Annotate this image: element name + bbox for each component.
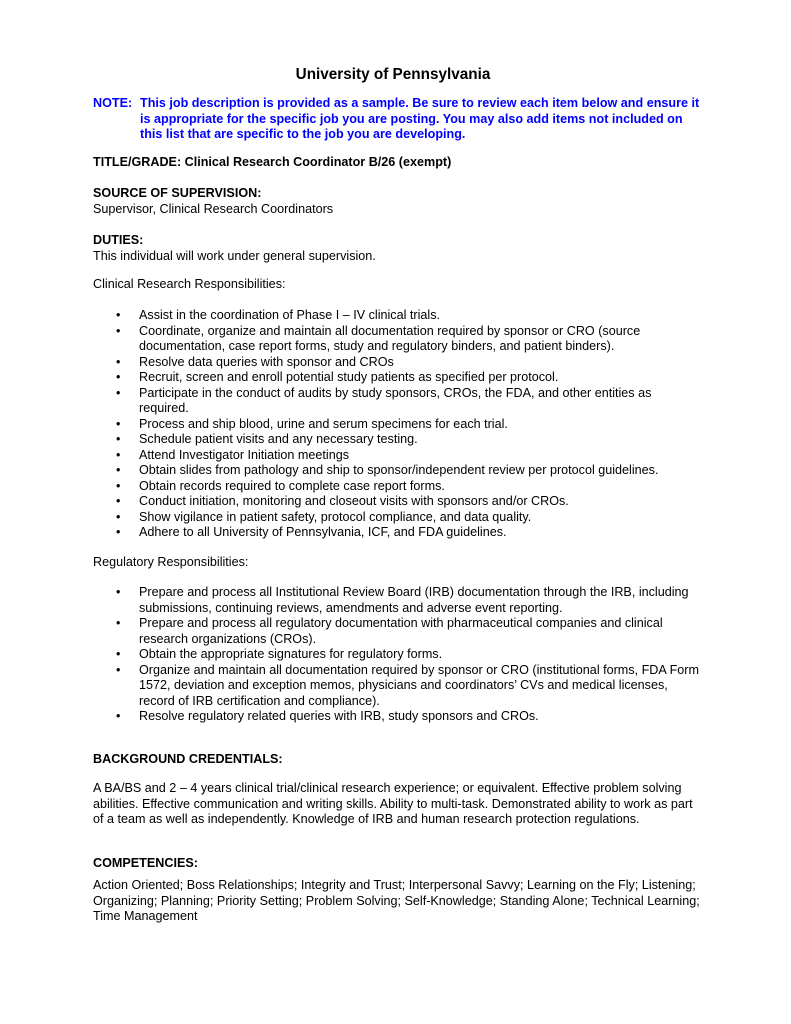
- list-item: • Organize and maintain all documentation required by sponsor or CRO (institutional forms, FDA Form 1572, deviation and exception memos, physicians and coordinators’ CVs and medical licenses, record of IRB certification and compliance).: [93, 663, 703, 710]
- list-item: • Recruit, screen and enroll potential study patients as specified per protocol.: [93, 370, 703, 386]
- list-item: • Process and ship blood, urine and serum specimens for each trial.: [93, 417, 703, 433]
- supervision-section: [93, 186, 703, 217]
- sample-note: [93, 96, 703, 143]
- page-title: University of Pennsylvania: [295, 66, 491, 83]
- list-item: • Show vigilance in patient safety, protocol compliance, and data quality.: [93, 510, 703, 526]
- list-item: • Schedule patient visits and any necessary testing.: [93, 432, 703, 448]
- list-item: • Obtain slides from pathology and ship to sponsor/independent review per protocol guidelines.: [93, 463, 703, 479]
- list-item: • Obtain records required to complete case report forms.: [93, 479, 703, 495]
- list-item: • Attend Investigator Initiation meetings: [93, 448, 703, 464]
- regulatory-responsibilities-list: [93, 585, 703, 725]
- list-item: • Prepare and process all regulatory documentation with pharmaceutical companies and clinical research organizations (CROs).: [93, 616, 703, 647]
- competencies-heading: COMPETENCIES:: [93, 856, 198, 870]
- duties-text: This individual will work under general supervision.: [93, 248, 376, 263]
- supervision-text: Supervisor, Clinical Research Coordinators: [93, 201, 334, 216]
- supervision-heading: SOURCE OF SUPERVISION:: [93, 186, 262, 200]
- list-item: • Participate in the conduct of audits by study sponsors, CROs, the FDA, and other entities as required.: [93, 386, 703, 417]
- clinical-responsibilities-list: [93, 308, 703, 541]
- note-label: NOTE:: [93, 96, 133, 110]
- duties-section: [93, 233, 703, 264]
- duties-heading: DUTIES:: [93, 233, 144, 247]
- title-grade: TITLE/GRADE: Clinical Research Coordinator B/26 (exempt): [93, 155, 452, 169]
- list-item: • Conduct initiation, monitoring and closeout visits with sponsors and/or CROs.: [93, 494, 703, 510]
- competencies-text: Action Oriented; Boss Relationships; Integrity and Trust; Interpersonal Savvy; Learning on the Fly; Listening; Organizing; Planning; Priority Setting; Problem Solving; Self-Knowledge; Standing Alone; Technical Learning; Time Management: [93, 878, 700, 923]
- list-item: • Resolve data queries with sponsor and CROs: [93, 355, 703, 371]
- background-text: A BA/BS and 2 – 4 years clinical trial/clinical research experience; or equivalent. Effective problem solving abilities. Effective communication and writing skills. Ability to multi-task. Demonstrated ability to work as part of a team as well as independently. Knowledge of IRB and human research protection regulations.: [93, 781, 693, 826]
- clinical-heading: Clinical Research Responsibilities:: [93, 277, 286, 291]
- background-heading: BACKGROUND CREDENTIALS:: [93, 752, 283, 766]
- list-item: • Prepare and process all Institutional Review Board (IRB) documentation through the IRB, including submissions, continuing reviews, amendments and adverse event reporting.: [93, 585, 703, 616]
- list-item: • Adhere to all University of Pennsylvania, ICF, and FDA guidelines.: [93, 525, 703, 541]
- list-item: • Coordinate, organize and maintain all documentation required by sponsor or CRO (source documentation, case report forms, study and regulatory binders, and patient binders).: [93, 324, 703, 355]
- note-text: This job description is provided as a sample. Be sure to review each item below and ensure it is appropriate for the specific job you are posting. You may also add items not included on this list that are specific to the job you are developing.: [140, 96, 700, 141]
- regulatory-heading: Regulatory Responsibilities:: [93, 555, 249, 569]
- list-item: • Resolve regulatory related queries with IRB, study sponsors and CROs.: [93, 709, 703, 725]
- list-item: • Obtain the appropriate signatures for regulatory forms.: [93, 647, 703, 663]
- list-item: • Assist in the coordination of Phase I – IV clinical trials.: [93, 308, 703, 324]
